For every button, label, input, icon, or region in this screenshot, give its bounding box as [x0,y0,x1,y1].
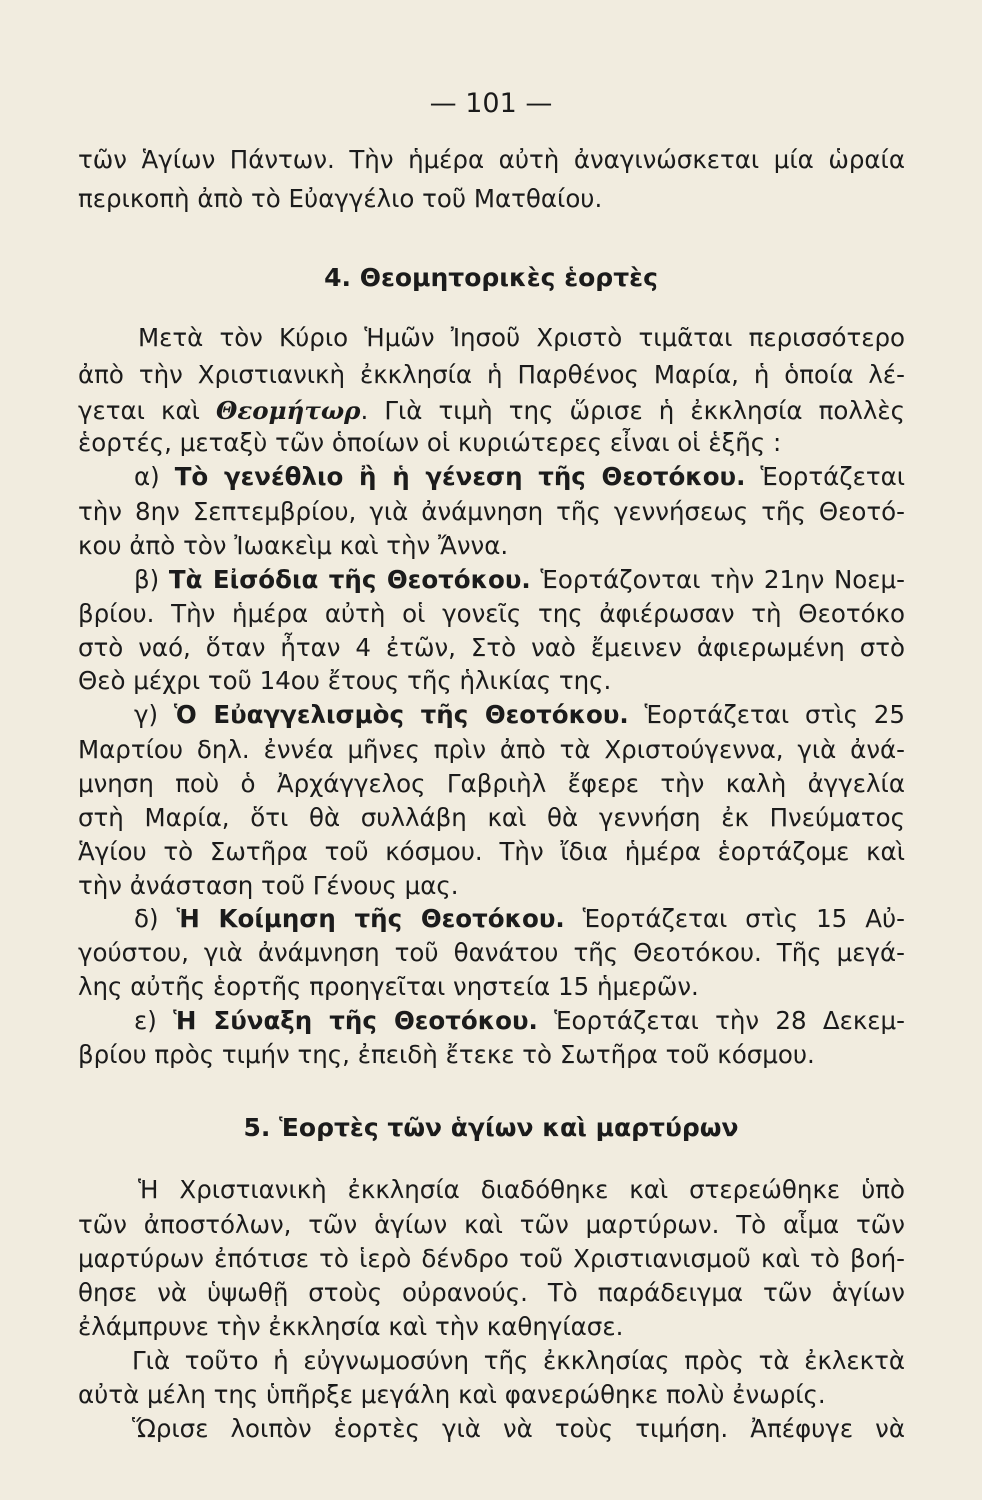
text-line: Θεὸ μέχρι τοῦ 14ου ἔτους τῆς ἡλικίας της. [78,666,612,695]
text-line: τῶν ἀποστόλων, τῶν ἁγίων καὶ τῶν μαρτύρων. Τὸ αἷμα τῶν [78,1210,905,1239]
text-line: Ὥρισε λοιπὸν ἑορτὲς γιὰ νὰ τοὺς τιμήση. Ἀπέφυγε νὰ [132,1414,905,1443]
text-line: μνηση ποὺ ὁ Ἀρχάγγελος Γαβριὴλ ἔφερε τὴν καλὴ ἀγγελία [78,769,905,798]
text-span: Ἑορτάζεται [760,462,905,491]
feast-title: Ὁ Εὐαγγελισμὸς τῆς Θεοτόκου. [173,700,629,729]
text-span: γεται καὶ [78,396,200,425]
list-marker: γ) [134,700,159,729]
feast-d-first-line [134,901,905,937]
page-number: — 101 — [429,88,553,119]
text-line: τῶν Ἁγίων Πάντων. Τὴν ἡμέρα αὐτὴ ἀναγινώσκεται μία ὡραία [78,145,905,174]
feast-a-first-line [134,459,905,495]
section-5-heading: 5. Ἑορτὲς τῶν ἁγίων καὶ μαρτύρων [243,1113,739,1142]
text-line: Μαρτίου δηλ. ἐννέα μῆνες πρὶν ἀπὸ τὰ Χριστούγεννα, γιὰ ἀνά- [78,735,905,764]
list-marker: α) [134,462,160,491]
list-marker: β) [134,565,160,594]
text-span: Ἑορτάζεται στὶς 25 [644,700,905,729]
text-line: αὐτὰ μέλη της ὑπῆρξε μεγάλη καὶ φανερώθηκε πολὺ ἐνωρίς. [78,1380,826,1409]
text-line [78,393,905,429]
text-line: γούστου, γιὰ ἀνάμνηση τοῦ θανάτου τῆς Θεοτόκου. Τῆς μεγά- [78,938,905,967]
text-line: λης αὐτῆς ἑορτῆς προηγεῖται νηστεία 15 ἡμερῶν. [78,972,699,1001]
feast-title: Ἡ Κοίμηση τῆς Θεοτόκου. [176,904,565,933]
text-line: μαρτύρων ἐπότισε τὸ ἱερὸ δένδρο τοῦ Χριστιανισμοῦ καὶ τὸ βοή- [78,1244,905,1273]
feast-title: Τὸ γενέθλιο ἢ ἡ γένεση τῆς Θεοτόκου. [174,462,746,491]
text-span: Ἑορτάζεται τὴν 28 Δεκεμ- [554,1006,905,1035]
list-marker: δ) [134,904,159,933]
text-line: τὴν 8ην Σεπτεμβρίου, γιὰ ἀνάμνηση τῆς γεννήσεως τῆς Θεοτό- [78,497,905,526]
text-span: Ἑορτάζονται τὴν 21ην Νοεμ- [540,565,905,594]
text-line: ἐλάμπρυνε τὴν ἐκκλησία καὶ τὴν καθηγίασε. [78,1312,624,1341]
text-line: βρίου πρὸς τιμήν της, ἐπειδὴ ἔτεκε τὸ Σωτῆρα τοῦ κόσμου. [78,1040,815,1069]
text-line: περικοπὴ ἀπὸ τὸ Εὐαγγέλιο τοῦ Ματθαίου. [78,184,603,213]
feast-c-first-line [134,697,905,733]
emphasized-term: Θεομήτωρ [216,396,361,425]
feast-title: Ἡ Σύναξη τῆς Θεοτόκου. [173,1006,538,1035]
feast-b-first-line [134,562,905,598]
text-line: Ἡ Χριστιανικὴ ἐκκλησία διαδόθηκε καὶ στερεώθηκε ὑπὸ [138,1175,905,1204]
text-line: θησε νὰ ὑψωθῇ στοὺς οὐρανούς. Τὸ παράδειγμα τῶν ἁγίων [78,1278,905,1307]
feast-e-first-line [134,1003,905,1039]
section-4-heading: 4. Θεομητορικὲς ἑορτὲς [324,263,658,292]
text-line: στὸ ναό, ὅταν ἦταν 4 ἐτῶν, Στὸ ναὸ ἔμεινεν ἀφιερωμένη στὸ [78,633,905,662]
text-span: Ἑορτάζεται στὶς 15 Αὐ- [582,904,905,933]
text-line: ἑορτές, μεταξὺ τῶν ὁποίων οἱ κυριώτερες εἶναι οἱ ἑξῆς : [78,428,782,457]
text-line: ἀπὸ τὴν Χριστιανικὴ ἐκκλησία ἡ Παρθένος Μαρία, ἡ ὁποία λέ- [78,360,905,389]
text-line: Μετὰ τὸν Κύριο Ἡμῶν Ἰησοῦ Χριστὸ τιμᾶται περισσότερο [138,323,905,352]
text-line: βρίου. Τὴν ἡμέρα αὐτὴ οἱ γονεῖς της ἀφιέρωσαν τὴ Θεοτόκο [78,599,905,628]
text-span: . Γιὰ τιμὴ της ὥρισε ἡ ἐκκλησία πολλὲς [360,396,905,425]
text-line: κου ἀπὸ τὸν Ἰωακεὶμ καὶ τὴν Ἄννα. [78,531,509,560]
text-line: στὴ Μαρία, ὅτι θὰ συλλάβη καὶ θὰ γεννήση ἐκ Πνεύματος [78,803,905,832]
feast-title: Τὰ Εἰσόδια τῆς Θεοτόκου. [168,565,531,594]
text-line: τὴν ἀνάσταση τοῦ Γένους μας. [78,871,459,900]
text-line: Γιὰ τοῦτο ἡ εὐγνωμοσύνη τῆς ἐκκλησίας πρὸς τὰ ἐκλεκτὰ [132,1346,905,1375]
list-marker: ε) [134,1006,157,1035]
text-line: Ἁγίου τὸ Σωτῆρα τοῦ κόσμου. Τὴν ἴδια ἡμέρα ἑορτάζομε καὶ [78,837,905,866]
